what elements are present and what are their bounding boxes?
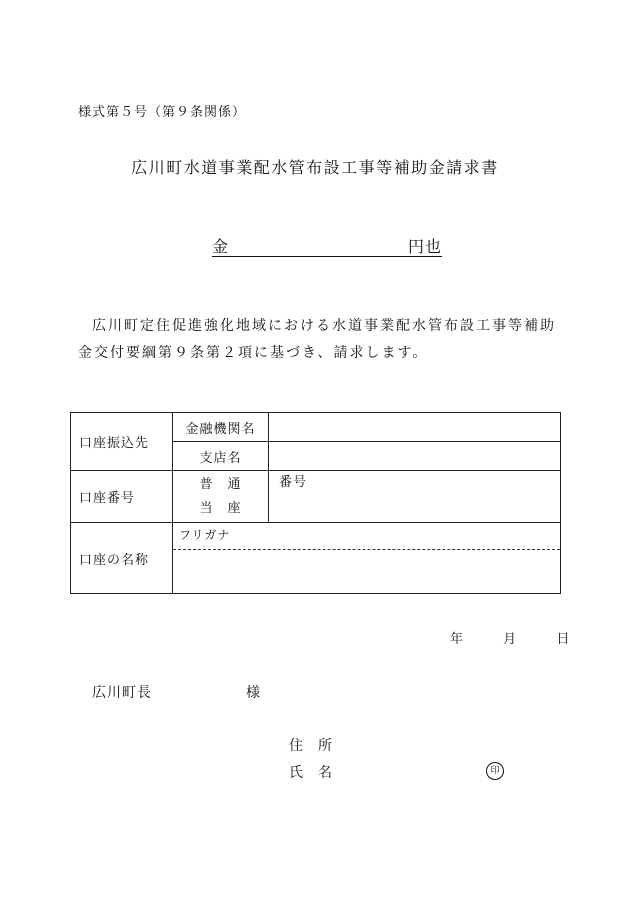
applicant-address-label: 住所 [289, 738, 347, 754]
form-number: 様式第５号（第９条関係） [78, 105, 247, 120]
date-line [450, 628, 569, 647]
document-title: 広川町水道事業配水管布設工事等補助金請求書 [131, 158, 499, 177]
account-number-field[interactable] [269, 471, 561, 523]
request-body-text [78, 313, 568, 367]
date-year: 年 [450, 632, 464, 647]
account-type-cell[interactable] [173, 471, 269, 523]
request-body-content: 広川町定住促進強化地域における水道事業配水管布設工事等補助金交付要綱第９条第２項に基づき、請求します。 [78, 318, 556, 361]
bank-name-label: 金融機関名 [173, 413, 269, 442]
addressee-name: 広川町長 [92, 685, 152, 701]
date-day: 日 [556, 632, 570, 647]
addressee-honorific: 様 [246, 685, 260, 701]
transfer-label: 口座振込先 [71, 413, 173, 471]
account-number-field-label: 番号 [279, 475, 308, 490]
branch-field[interactable] [269, 442, 561, 471]
bank-name-field[interactable] [269, 413, 561, 442]
account-number-label: 口座番号 [71, 471, 173, 523]
applicant-name-label: 氏名 [289, 765, 347, 781]
furigana-label: フリガナ [173, 523, 560, 550]
account-holder-field[interactable] [173, 523, 561, 594]
date-month: 月 [503, 632, 517, 647]
amount-line [212, 234, 442, 257]
account-type-current: 当 座 [199, 500, 242, 516]
account-table [70, 412, 561, 594]
account-holder-label: 口座の名称 [71, 523, 173, 594]
seal-mark: 印 [486, 762, 504, 780]
amount-suffix: 円也 [407, 237, 442, 256]
amount-prefix: 金 [212, 237, 229, 256]
account-type-ordinary: 普 通 [199, 476, 242, 492]
branch-label: 支店名 [173, 442, 269, 471]
